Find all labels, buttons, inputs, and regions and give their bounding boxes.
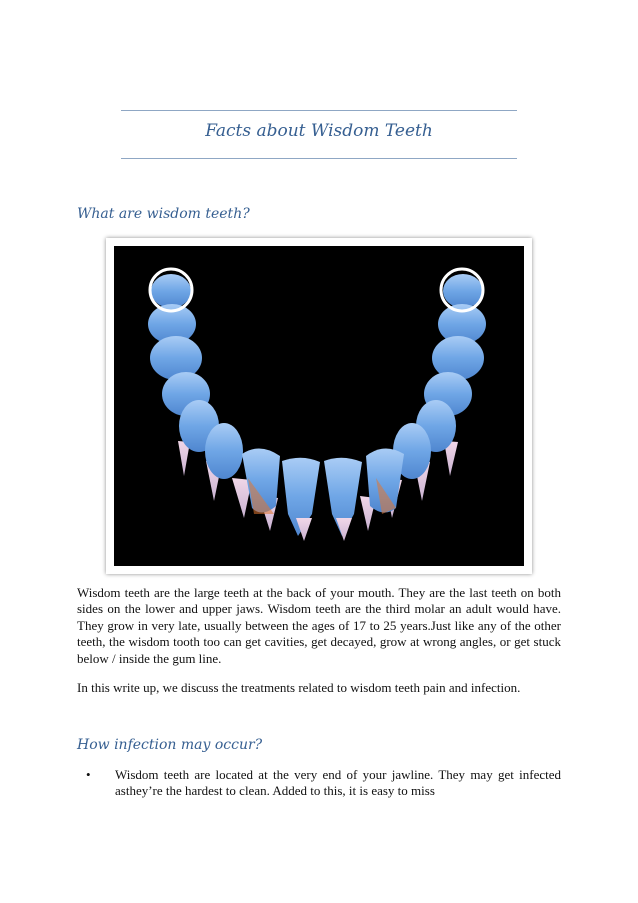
list-item-text: Wisdom teeth are located at the very end of your jawline. They may get infected asthey’re the hardest to clean. Added to this, it is easy to miss (115, 767, 561, 799)
bullet-icon: • (86, 767, 91, 782)
paragraph-wisdom-teeth-intro: Wisdom teeth are the large teeth at the back of your mouth. They are the last teeth on both sides on the lower and upper jaws. Wisdom teeth are the third molar an adult would have. They grow in very late, usually between the ages of 17 to 25 years.Just like any of the other teeth, the wisdom tooth too can get cavities, get decayed, grow at wrong angles, or get stuck below / inside the gum line. (77, 585, 561, 666)
bullet-list (77, 767, 561, 800)
list-item (77, 767, 561, 800)
teeth-figure (106, 238, 532, 574)
section-heading-how-infection: How infection may occur? (77, 737, 263, 753)
section-heading-what-are-wisdom-teeth: What are wisdom teeth? (77, 206, 250, 222)
title-top-rule (121, 110, 517, 111)
title-bottom-rule (121, 158, 517, 159)
teeth-illustration (114, 246, 524, 566)
paragraph-write-up: In this write up, we discuss the treatments related to wisdom teeth pain and infection. (77, 680, 521, 695)
page-title: Facts about Wisdom Teeth (205, 121, 433, 141)
